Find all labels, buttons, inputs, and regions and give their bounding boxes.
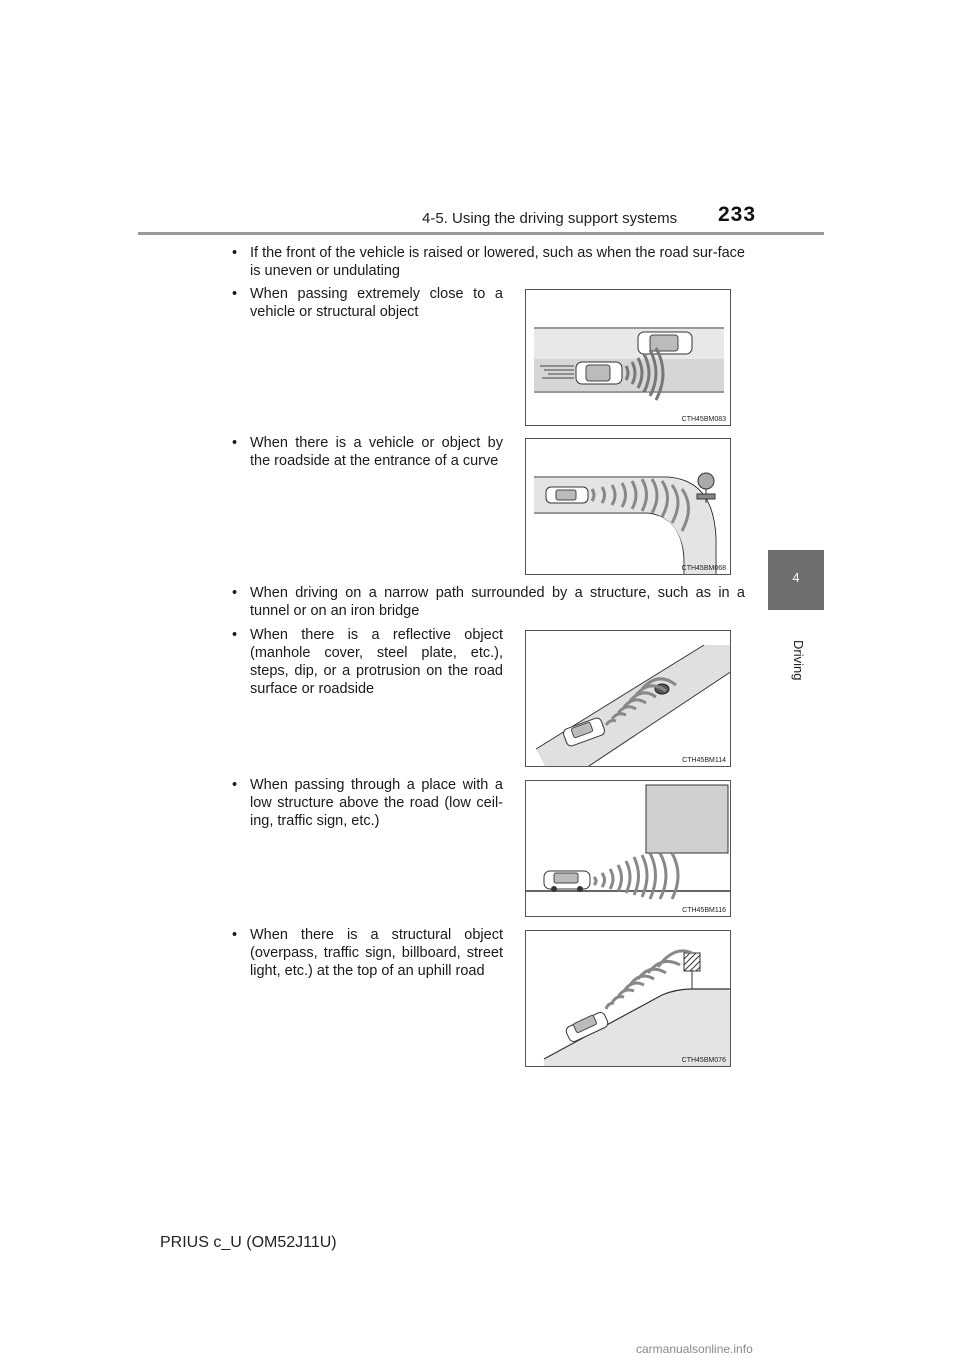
bullet-item [232, 776, 503, 830]
figure-code: CTH45BM076 [681, 1057, 726, 1064]
figure-passing-vehicle [525, 289, 731, 426]
chapter-tab-number: 4 [792, 570, 800, 585]
figure-curve-object [525, 438, 731, 575]
bullet-text: When passing through a place with a low structure above the road (low ceil-ing, traffic sign, etc.) [250, 777, 503, 829]
figure-code: CTH45BM068 [681, 565, 726, 572]
footer-model: PRIUS c_U (OM52J11U) [160, 1234, 337, 1251]
figure-uphill-structure [525, 930, 731, 1067]
bullet-mark: • [232, 435, 238, 451]
bullet-mark: • [232, 777, 238, 793]
page-number: 233 [718, 203, 757, 226]
bullet-item [232, 926, 503, 980]
bullet-mark: • [232, 585, 238, 601]
bullet-text: When passing extremely close to a vehicle or structural object [250, 286, 503, 320]
bullet-item [232, 626, 503, 698]
bullet-text: When driving on a narrow path surrounded by a structure, such as in a tunnel or on an iron bridge [250, 585, 745, 619]
bullet-item [232, 434, 503, 470]
bullet-text: If the front of the vehicle is raised or lowered, such as when the road sur-face is uneven or undulating [250, 245, 745, 279]
bullet-mark: • [232, 286, 238, 302]
header-rule [138, 232, 824, 235]
bullet-text: When there is a structural object (overpass, traffic sign, billboard, street light, etc.) at the top of an uphill road [250, 927, 503, 979]
watermark[interactable]: carmanualsonline.info [636, 1342, 753, 1356]
header-section-title: 4-5. Using the driving support systems [422, 210, 678, 227]
figure-reflective-object [525, 630, 731, 767]
figure-code: CTH45BM114 [682, 757, 726, 764]
bullet-text: When there is a vehicle or object by the roadside at the entrance of a curve [250, 435, 503, 469]
bullet-item [232, 244, 745, 280]
figure-code: CTH45BM083 [681, 416, 726, 423]
bullet-mark: • [232, 927, 238, 943]
bullet-item [232, 285, 503, 321]
figure-low-structure [525, 780, 731, 917]
bullet-mark: • [232, 245, 238, 261]
bullet-mark: • [232, 627, 238, 643]
bullet-text: When there is a reflective object (manhole cover, steel plate, etc.), steps, dip, or a protrusion on the road surface or roadside [250, 627, 503, 697]
bullet-item [232, 584, 745, 620]
chapter-tab-label: Driving [791, 640, 806, 681]
figure-code: CTH45BM116 [682, 907, 726, 914]
